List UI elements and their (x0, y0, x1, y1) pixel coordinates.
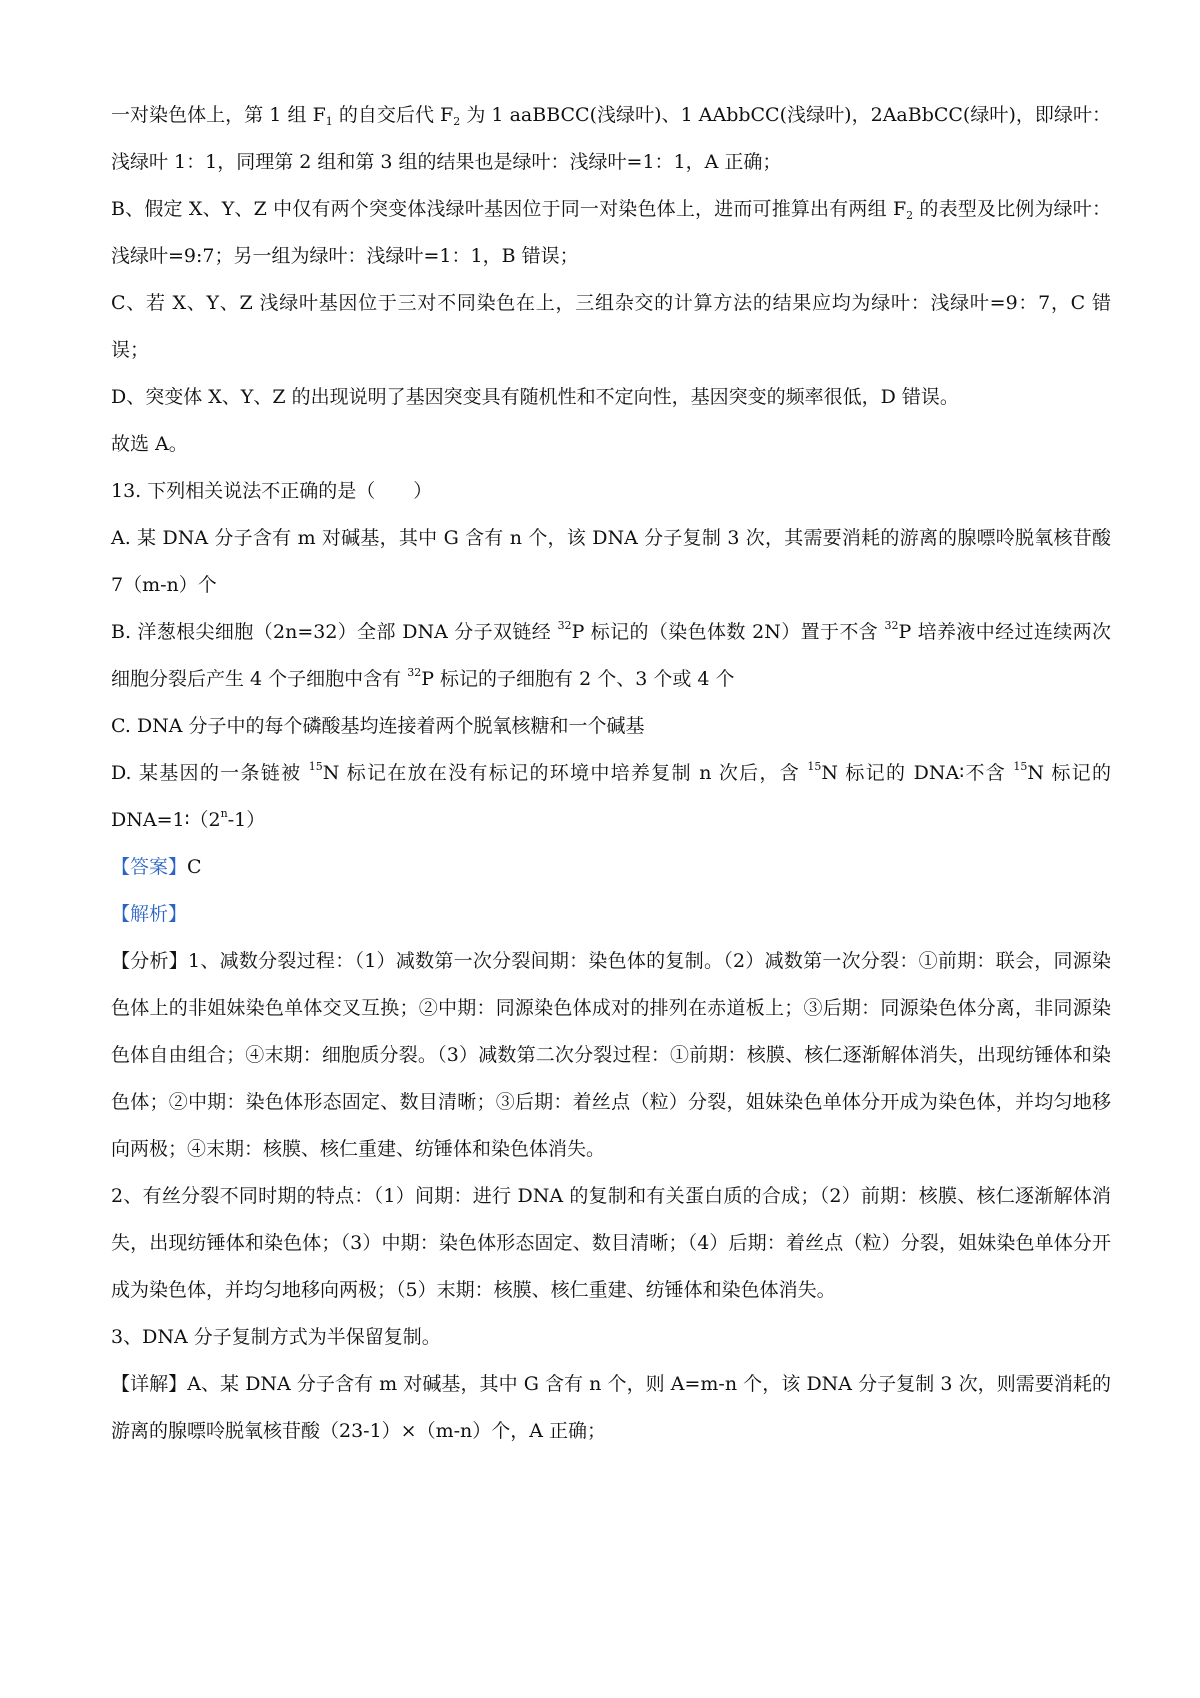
subscript: 2 (906, 209, 914, 222)
text-run: C、若 X、Y、Z 浅绿叶基因位于三对不同染色在上，三组杂交的计算方法的结果应均为绿叶：浅绿叶=9：7，C 错误； (111, 292, 1111, 361)
text-run: 2、有丝分裂不同时期的特点：（1）间期：进行 DNA 的复制和有关蛋白质的合成；（2）前期：核膜、核仁逐渐解体消失，出现纺锤体和染色体；（3）中期：染色体形态固定、数目清晰；（4）后期：着丝点（粒）分裂，姐妹染色单体分开成为染色体，并均匀地移向两极；（5）末期：核膜、核仁重建、纺锤体和染色体消失。 (111, 1185, 1111, 1301)
text-run: P 标记的（染色体数 2N）置于不含 (571, 621, 885, 643)
document-body (111, 92, 1118, 1455)
superscript: 32 (884, 619, 899, 632)
paragraph-f1-cross-analysis (111, 92, 1111, 186)
text-run: C. DNA 分子中的每个磷酸基均连接着两个脱氧核糖和一个碱基 (111, 715, 645, 737)
explanation-heading (111, 891, 1111, 938)
text-run: N 标记的 DNA=1∶（2 (111, 762, 1118, 831)
superscript: 32 (407, 666, 422, 679)
question-13-option-b (111, 609, 1111, 703)
analysis-mitosis (111, 1173, 1111, 1314)
superscript: 15 (1013, 760, 1028, 773)
question-13-option-c (111, 703, 1111, 750)
text-run: 【分析】1、减数分裂过程：（1）减数第一次分裂间期：染色体的复制。（2）减数第一次分裂：①前期：联会，同源染色体上的非姐妹染色单体交叉互换；②中期：同源染色体成对的排列在赤道板上；③后期：同源染色体分离，非同源染色体自由组合；④末期：细胞质分裂。（3）减数第二次分裂过程：①前期：核膜、核仁逐渐解体消失，出现纺锤体和染色体；②中期：染色体形态固定、数目清晰；③后期：着丝点（粒）分裂，姐妹染色单体分开成为染色体，并均匀地移向两极；④末期：核膜、核仁重建、纺锤体和染色体消失。 (111, 950, 1111, 1160)
text-run: 3、DNA 分子复制方式为半保留复制。 (111, 1326, 441, 1348)
paragraph-answer-choice (111, 421, 1111, 468)
text-run: N 标记的 DNA∶不含 (821, 762, 1014, 784)
text-run: 【详解】A、某 DNA 分子含有 m 对碱基，其中 G 含有 n 个，则 A=m-n 个，该 DNA 分子复制 3 次，则需要消耗的游离的腺嘌呤脱氧核苷酸（23-1）×（m-n）个，A 正确； (111, 1373, 1111, 1442)
paragraph-option-b-analysis (111, 186, 1111, 280)
superscript: 15 (807, 760, 822, 773)
text-run: N 标记在放在没有标记的环境中培养复制 n 次后，含 (322, 762, 808, 784)
section-label: 【解析】 (111, 903, 188, 925)
text-run: P 标记的子细胞有 2 个、3 个或 4 个 (421, 668, 735, 690)
text-run: 的自交后代 F (332, 104, 454, 126)
text-run: B、假定 X、Y、Z 中仅有两个突变体浅绿叶基因位于同一对染色体上，进而可推算出有两组 F (111, 198, 907, 220)
text-run: 的表型及比例为绿叶：浅绿叶=9:7；另一组为绿叶：浅绿叶=1：1，B 错误； (111, 198, 1111, 267)
text-run: 故选 A。 (111, 433, 188, 455)
text-run: 13. 下列相关说法不正确的是（ ） (111, 480, 433, 502)
text-run: B. 洋葱根尖细胞（2n=32）全部 DNA 分子双链经 (111, 621, 558, 643)
text-run: D. 某基因的一条链被 (111, 762, 309, 784)
superscript: n (220, 807, 228, 820)
analysis-replication (111, 1314, 1111, 1361)
answer-line (111, 844, 1111, 891)
analysis-meiosis (111, 938, 1111, 1173)
paragraph-option-c-analysis (111, 280, 1111, 374)
superscript: 32 (557, 619, 572, 632)
section-label: 【答案】 (111, 856, 188, 878)
question-13-option-a (111, 515, 1118, 609)
detail-option-a (111, 1361, 1111, 1455)
text-run: P 培养液中经过连续两次细胞分裂后产生 4 个子细胞中含有 (111, 621, 1111, 690)
subscript: 2 (453, 115, 461, 128)
question-13-stem (111, 468, 1111, 515)
paragraph-option-d-analysis (111, 374, 1111, 421)
text-run: 一对染色体上，第 1 组 F (111, 104, 326, 126)
text-run: D、突变体 X、Y、Z 的出现说明了基因突变具有随机性和不定向性，基因突变的频率很低，D 错误。 (111, 386, 959, 408)
superscript: 15 (308, 760, 323, 773)
text-run: 为 1 aaBBCC(浅绿叶)、1 AAbbCC(浅绿叶)，2AaBbCC(绿叶)，即绿叶：浅绿叶 1：1，同理第 2 组和第 3 组的结果也是绿叶：浅绿叶=1：1，A 正确； (111, 104, 1112, 173)
question-13-option-d (111, 750, 1118, 844)
text-run: A. 某 DNA 分子含有 m 对碱基，其中 G 含有 n 个，该 DNA 分子复制 3 次，其需要消耗的游离的腺嘌呤脱氧核苷酸 7（m-n）个 (111, 527, 1118, 596)
text-run: C (187, 856, 202, 878)
text-run: -1） (227, 809, 266, 831)
subscript: 1 (325, 115, 333, 128)
